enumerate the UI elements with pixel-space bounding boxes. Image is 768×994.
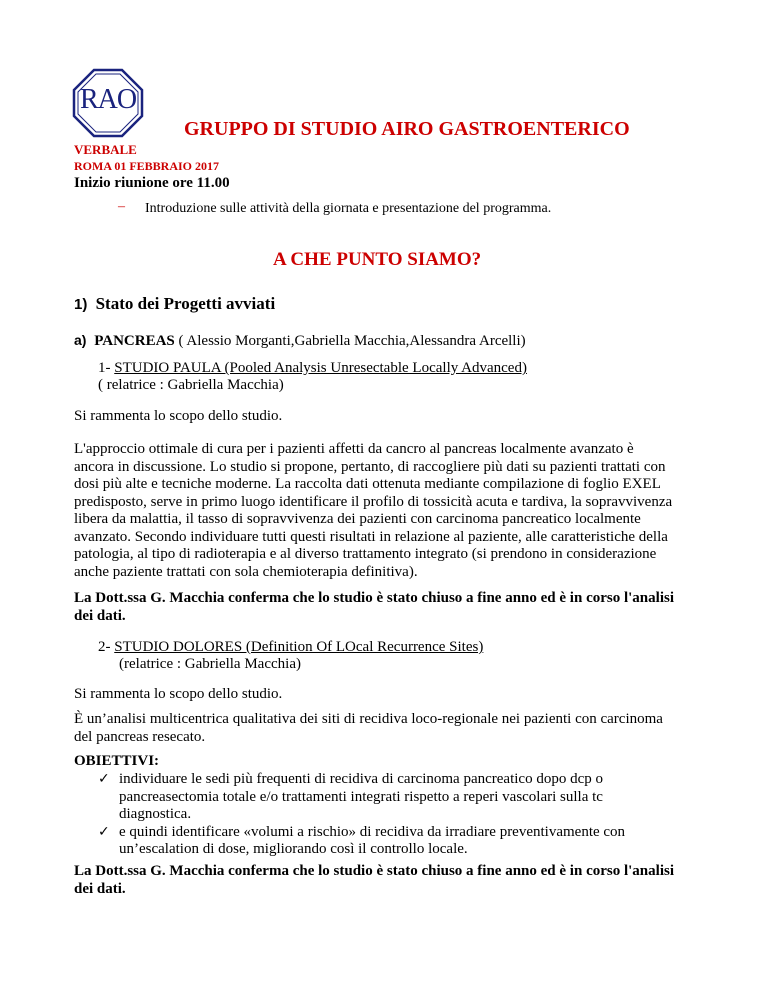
meeting-date: ROMA 01 FEBBRAIO 2017: [74, 159, 220, 173]
paragraph-line: patologia, al tipo di radioterapia e al diverso trattamento integrato (si prendono in considerazione: [74, 546, 657, 562]
objectives-label: OBIETTIVI:: [74, 753, 160, 769]
page-title: GRUPPO DI STUDIO AIRO GASTROENTERICO: [184, 118, 630, 140]
paragraph-line: dei dati.: [74, 607, 126, 624]
airo-logo: [72, 68, 144, 138]
objective-line: un’escalation di dose, migliorando così il controllo locale.: [119, 841, 468, 857]
study-1-description: [74, 441, 704, 581]
study-2-description: [74, 711, 704, 746]
study-2-speaker: (relatrice : Gabriella Macchia): [119, 656, 301, 672]
study-1-title-text: STUDIO PAULA (Pooled Analysis Unresectable Locally Advanced): [114, 360, 527, 376]
study-1-conclusion: [74, 590, 704, 625]
paragraph-line: libera da malattia, il tasso di sopravvivenza dei pazienti con carcinoma pancreatico localmente: [74, 511, 641, 527]
study-1-number: 1-: [98, 360, 111, 376]
section-title: A CHE PUNTO SIAMO?: [273, 249, 482, 270]
verbale-label: VERBALE: [74, 142, 137, 157]
study-1-scope: Si rammenta lo scopo dello studio.: [74, 408, 283, 424]
bullet-dash-icon: –: [118, 199, 125, 214]
study-2-number: 2-: [98, 639, 111, 655]
paragraph-line: È un’analisi multicentrica qualitativa dei siti di recidiva loco-regionale nei pazienti con carcinoma: [74, 711, 663, 727]
objectives-list: [74, 771, 704, 859]
study-2-scope: Si rammenta lo scopo dello studio.: [74, 686, 283, 702]
section-1-title: Stato dei Progetti avviati: [95, 294, 276, 313]
objective-line: individuare le sedi più frequenti di recidiva di carcinoma pancreatico dopo dcp o: [119, 771, 603, 787]
section-1-heading: [74, 294, 275, 314]
paragraph-line: L'approccio ottimale di cura per i pazienti affetti da cancro al pancreas localmente avanzato è: [74, 441, 634, 457]
section-1-number: 1): [74, 296, 88, 313]
paragraph-line: La Dott.ssa G. Macchia conferma che lo studio è stato chiuso a fine anno ed è in corso l'analisi: [74, 863, 674, 879]
paragraph-line: predisposto, serve in primo luogo identificare il profilo di tossicità acuta e tardiva, la sopravvivenza: [74, 493, 673, 510]
objective-line: diagnostica.: [119, 806, 192, 822]
subsection-a-people: ( Alessio Morganti,Gabriella Macchia,Alessandra Arcelli): [174, 333, 526, 349]
logo-text: RAO: [80, 84, 137, 115]
check-icon: ✓: [98, 823, 110, 840]
check-icon: ✓: [98, 771, 110, 787]
paragraph-line: del pancreas resecato.: [74, 728, 206, 745]
study-2-title-text: STUDIO DOLORES (Definition Of LOcal Recurrence Sites): [114, 639, 484, 655]
paragraph-line: anche paziente trattati con sola chemioterapia definitiva).: [74, 563, 418, 580]
paragraph-line: La Dott.ssa G. Macchia conferma che lo studio è stato chiuso a fine anno ed è in corso l'analisi: [74, 590, 674, 606]
objective-line: pancreasectomia totale e/o trattamenti integrati rispetto a reperi vascolari sulla tc: [119, 788, 603, 805]
paragraph-line: dosi più alte e tecniche moderne. La raccolta dati ottenuta mediante compilazione di foglio EXEL: [74, 476, 661, 492]
objective-item: [74, 771, 704, 824]
subsection-a-letter: a): [74, 332, 87, 348]
meeting-start: Inizio riunione ore 11.00: [74, 175, 230, 191]
objective-line: e quindi identificare «volumi a rischio» di recidiva da irradiare preventivamente con: [119, 823, 626, 840]
study-1-title: [98, 360, 527, 377]
study-1-speaker: ( relatrice : Gabriella Macchia): [98, 377, 284, 393]
paragraph-line: avanzato. Secondo individuare tutti questi risultati in relazione al paziente, alle caratteristiche della: [74, 528, 668, 545]
study-2-conclusion: [74, 863, 704, 898]
subsection-a-heading: [74, 332, 526, 350]
intro-item: Introduzione sulle attività della giornata e presentazione del programma.: [145, 201, 552, 216]
subsection-a-name: PANCREAS: [94, 333, 175, 349]
objective-item: [74, 824, 704, 859]
paragraph-line: ancora in discussione. Lo studio si propone, pertanto, di raccogliere più dati su pazienti trattati con: [74, 458, 666, 475]
paragraph-line: dei dati.: [74, 880, 126, 897]
study-2-title: [98, 639, 483, 656]
